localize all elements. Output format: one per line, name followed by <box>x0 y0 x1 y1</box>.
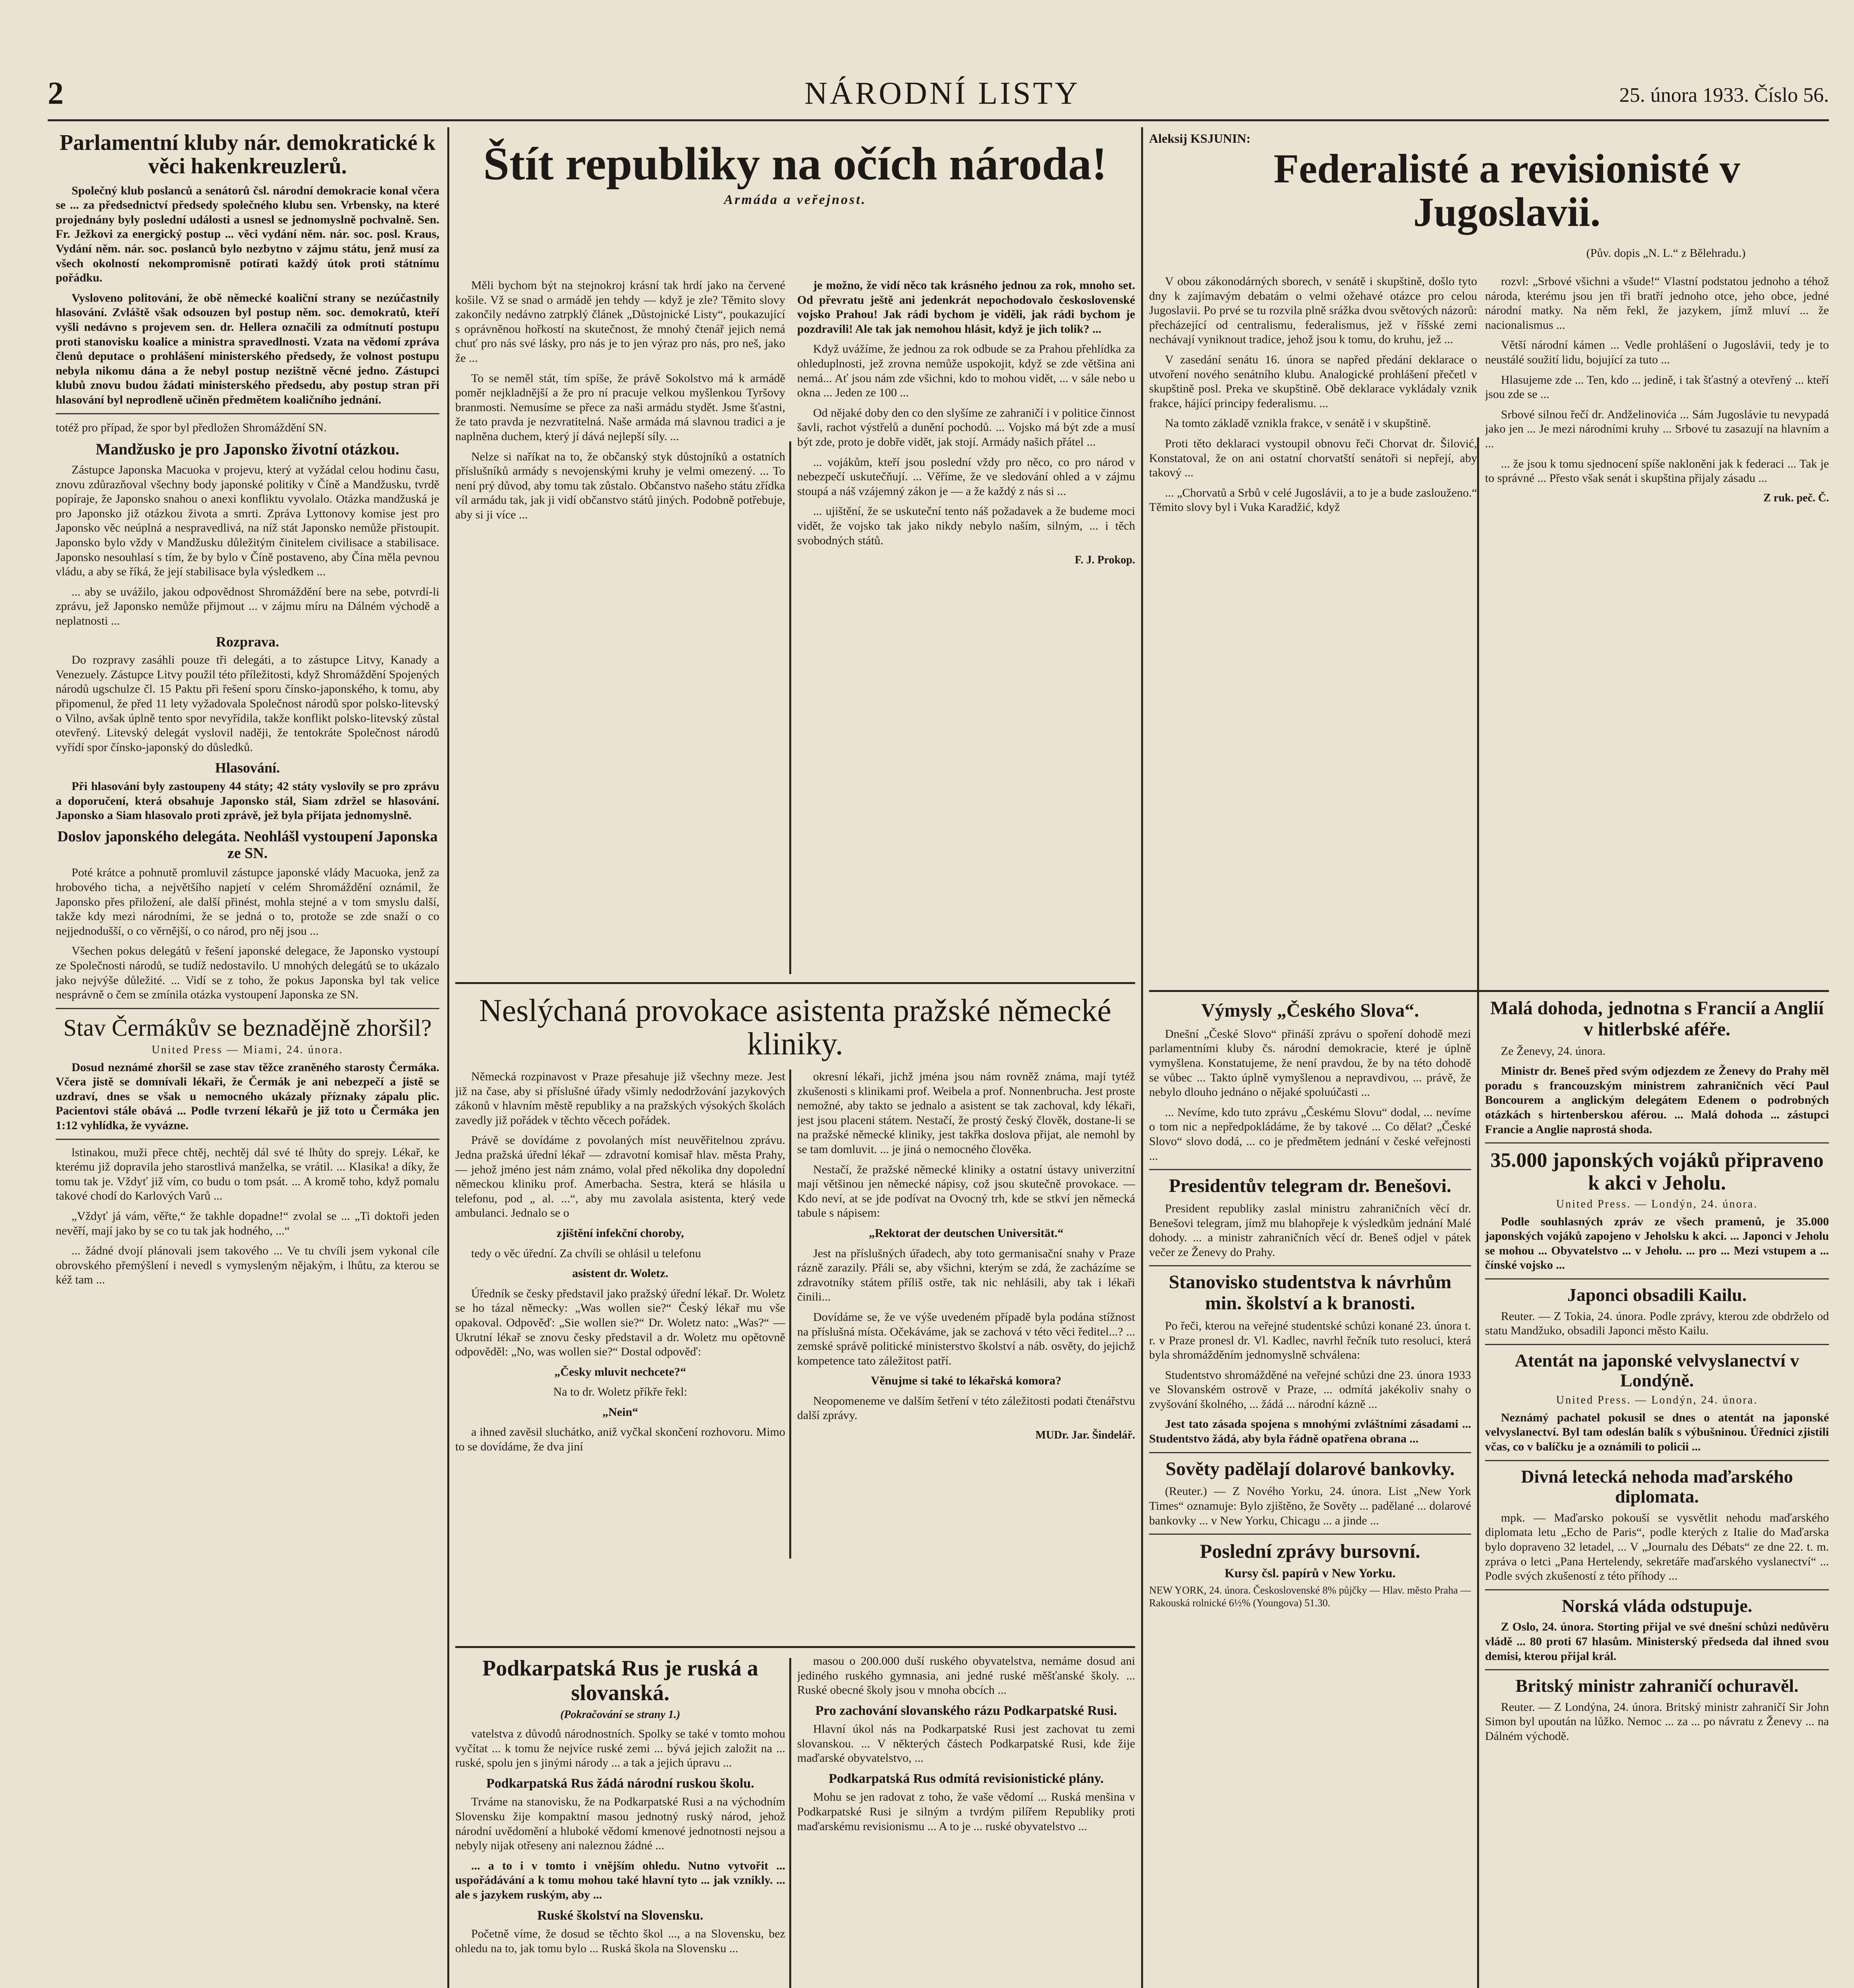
paragraph: Srbové silnou řečí dr. Andželinovića ... Sám Jugoslávie tu nevypadá jako jen ... Je mezi národními kruhy ... Srbové tu zasazují na hlavním a ... <box>1485 408 1829 450</box>
divider <box>1485 1344 1829 1345</box>
cermak-headline: Stav Čermákův se beznadějně zhoršil? <box>63 1014 432 1041</box>
divider <box>1149 1534 1471 1535</box>
subsection-heading: Podkarpatská Rus žádá národní ruskou školu. <box>486 1776 754 1791</box>
students-headline: Stanovisko studentstva k návrhům min. školství a k branosti. <box>1169 1272 1452 1314</box>
paragraph: Na to dr. Woletz příkře řekl: <box>553 1385 687 1399</box>
london-headline: Atentát na japonské velvyslanectví v Londýně. <box>1514 1350 1800 1391</box>
paragraph: Vysloveno politování, že obě německé koaliční strany se nezúčastnily hlasování. Zvláště však odsouzen byl postup něm. soc. demokratů, kteří vyšli nedávno s projevem sen. dr. Hellera označili za odmítnutí postupu proti stanovisku koalice a ministra spravedlnosti. Vzata na vědomí zpráva členů deputace o prohlášení ministerského předsedy, že volnost postupu nebyla nikomu dána a že nebyl postup nezištně věcné jedno. Zástupci klubů znovu budou žádati ministerského předsedu, aby postup stran při hlasování byl neprodleně učiněn předmětem koaličního jednání. <box>56 291 439 406</box>
divider <box>1485 1142 1829 1143</box>
paragraph: Proti těto deklaraci vystoupil obnovu řeči Chorvat dr. Šilović, Konstatoval, že on ani ostatní chorvatští senátoři si nepřejí, aby takový ... <box>1149 437 1477 480</box>
delegate-headline: Doslov japonského delegáta. Neohlášl vystoupení Japonska ze SN. <box>57 828 438 862</box>
podkarpatska-col-1 <box>455 1654 785 1988</box>
paragraph: Do rozpravy zasáhli pouze tři delegáti, a to zástupce Litvy, Kanady a Venezuely. Zástupce Litvy použil této příležitosti, když Shromáždění Spojených národů ugschulze čl. 15 Paktu při řešení sporu čínsko-japonského, k tomu, aby připomenul, že před 11 lety vyžadovala Společnost národů spor polsko-litevský o Vilno, avšak úplně tento spor nevyřídila, takže konflikt polsko-litevský zůstal otevřený. Litevský delegát vyslovil naději, že tentokráte Společnost národů vyřídí spor čínsko-japonský do důsledků. <box>56 653 439 754</box>
kailu-headline: Japonci obsadili Kailu. <box>1567 1284 1747 1305</box>
paragraph: Německá rozpinavost v Praze přesahuje již všechny meze. Jest již na čase, aby si příslušné úřady všimly nedodržování jazykových zákonů v hlavním městě republiky a na pražských výsokých školách zavedly již pořádek v těchto věcech pořádek. <box>455 1070 785 1127</box>
paragraph: Dovídáme se, že ve výše uvedeném případě byla podána stížnost na příslušná místa. Očekáváme, jak se zachová v této věci ředitel...? ... zemské správě politické ministerstvo školství a náb. osvěty, do jejichž kompetence tato záležitost patří. <box>797 1310 1135 1367</box>
clubs-article <box>56 131 439 408</box>
paragraph: tedy o věc úřední. Za chvíli se ohlásil u telefonu <box>471 1246 701 1260</box>
paragraph: Společný klub poslanců a senátorů čsl. národní demokracie konal včera se ... za předsednictví předsedy společného klubu sen. Vrbensky, na které projednány byly poslední události a usnesl se jednomyslně pochvalně. Sen. Fr. Ježkovi za energický postup ... věci vydání něm. nár. soc. posl. Kraus, Vydání něm. nár. soc. poslanců bylo nezbytno v zájmu státu, jenž musí za všech okolností nekompromisně potírati každý útok proti státnímu pořádku. <box>56 184 439 285</box>
paragraph: Studentstvo shromážděné na veřejné schůzi dne 23. února 1933 ve Slovanském ostrově v Praze, ... odmítá jakékoliv snahy o zvyšování školného, ... žádá ... národní kázně ... <box>1149 1368 1471 1411</box>
london-dateline: United Press. — Londýn, 24. února. <box>1556 1394 1758 1406</box>
masthead-rule <box>48 119 1829 121</box>
col-rule-2 <box>1141 127 1143 1988</box>
paragraph: lstinakou, muži přece chtěj, nechtěj dál své té lhůty do sprejy. Lékař, ke kterému již dopravila jeho starostlivá manželka, se vrátil. ... Klasika! a díky, že tomu tak je. Vždyť již vím, co budu o tom psát. ... A kromě toho, když pomalu takové chodí do Karlových Varů ... <box>56 1145 439 1203</box>
subsection-heading: Ruské školství na Slovensku. <box>537 1908 703 1923</box>
paragraph: ... Nevíme, kdo tuto zprávu „Českému Slovu“ dodal, ... nevíme o tom nic a nepředpokládáme, že by takové ... Co dělat? „České Slovo“ slovo dodá, ... co je předmětem jednání v české veřejnosti ... <box>1149 1105 1471 1163</box>
paragraph: mpk. — Maďarsko pokouší se vysvětlit nehodu maďarského diplomata letu „Echo de Paris“, podle kterých z Italie do Maďarska bylo dopraveno 32 letadel, ... V „Journalu des Débats“ ze dne 22. t. m. zpráva o letci „Pana Hertelendy, sekretáře maďarského vyslanectví“ ... Podle svých zkušeností z této příhody ... <box>1485 1511 1829 1583</box>
paragraph: Trváme na stanovisku, že na Podkarpatské Rusi a na východním Slovensku žije kompaktní masou jednotný ruský národ, jehož národní uvědomění a hluboké vědomí kmenové jednotnosti nejsou a nebyly nijak otřeseny ani naleznou žádné ... <box>455 1795 785 1852</box>
paragraph: Reuter. — Z Tokia, 24. února. Podle zprávy, kterou zde obdrželo od statu Mandžuko, obsadili Japonci město Kailu. <box>1485 1309 1829 1338</box>
stit-col-2 <box>797 278 1135 970</box>
paragraph: Neznámý pachatel pokusil se dnes o atentát na japonské velvyslanectví. Byl tam odeslán balík s výbušninou. Úředníci zjistili včas, co v balíčku je a oznámili to policii ... <box>1485 1411 1829 1454</box>
benes-telegram-headline: Presidentův telegram dr. Benešovi. <box>1169 1175 1452 1197</box>
stock-line: NEW YORK, 24. února. Československé 8% půjčky — Hlav. město Praha — Rakouská rolnické 6½% (Youngova) 51.30. <box>1149 1584 1471 1609</box>
podkarpatska-col-2 <box>797 1654 1135 1988</box>
right-col-b <box>1485 441 1829 1988</box>
paragraph: V zasedání senátu 16. února se napřed předání deklarace o utvoření nového senátního klubu. Analogické prohlášení přečetl v skupštině posl. Preka ve skupštině. Obě deklarace vykládaly vznik frakce, hájící principy federalismu. ... <box>1149 353 1477 410</box>
right-col-a <box>1149 998 1471 1988</box>
federalists-signature: Z ruk. peč. Č. <box>1763 491 1829 504</box>
divider <box>455 1646 1135 1648</box>
manchuria-intro: totéž pro případ, že spor byl předložen Shromáždění SN. <box>56 421 327 434</box>
paragraph: Při hlasování byly zastoupeny 44 státy; 42 státy vyslovily se pro zprávu a doporučení, která obsahuje Japonsko stál, Siam zdržel se hlasování. Japonsko a Siam hlasovalo proti zprávě, jež byla přijata jednomyslně. <box>56 779 439 822</box>
paragraph: rozvl: „Srbové všichni a všude!“ Vlastní podstatou jednoho a téhož národa, kterému jsou jen tři bratří jednoho otce, jeho obce, jedné národní matky. Na něm řekl, že jazykem, jímž mluví ... že nacionalismus ... <box>1485 275 1829 332</box>
clubs-headline: Parlamentní kluby nár. demokratické k věci hakenkreuzlerů. <box>59 131 436 179</box>
manchuria-headline: Mandžusko je pro Japonsko životní otázkou. <box>95 440 400 458</box>
paragraph: Hlavní úkol nás na Podkarpatské Rusi jest zachovat tu zemi slovanskou. ... V některých částech Podkarpatské Rusi, kde žije maďarské obyvatelstvo, ... <box>797 1722 1135 1765</box>
paragraph: vatelstva z důvodů národnostních. Spolky se také v tomto mohou vyčítat ... k tomu že nejvíce ruské zemi ... bývá jejich založit na ... ruské, spolu jen s jinými národy ... a tak a jejich úpravu ... <box>455 1727 785 1770</box>
cermak-dateline: United Press — Miami, 24. února. <box>151 1043 344 1056</box>
clubs-body <box>56 184 439 408</box>
paragraph: ... aby se uvážilo, jakou odpovědnost Shromáždění bere na sebe, potvrdí-li zprávu, jež Japonsko nemůže přijmout ... v zájmu míru na Dálném východě a neplatnosti ... <box>56 585 439 628</box>
rozprava-headline: Rozprava. <box>216 633 279 650</box>
paragraph: ... vojákům, kteří jsou poslední vždy pro něco, co pro národ v nebezpečí uskutečňují. ... Věříme, že ve sledování ohled a v zájmu stoupá a náš vzájemný zákon je — a že každý z nás si ... <box>797 455 1135 498</box>
paragraph: „Česky mluvit nechcete?“ <box>554 1365 686 1378</box>
stit-subhead: Armáda a veřejnost. <box>724 192 867 207</box>
divider <box>1149 1265 1471 1266</box>
paragraph: Početně víme, že dosud se těchto škol ..., a na Slovensku, bez ohledu na to, jak tomu bylo ... Ruská škola na Slovensku ... <box>455 1927 785 1955</box>
japan35k-dateline: United Press. — Londýn, 24. února. <box>1556 1198 1758 1210</box>
hungary-headline: Divná letecká nehoda maďarského diplomata. <box>1521 1466 1793 1507</box>
paragraph: a ihned zavěsil sluchátko, aniž vyčkal skončení rozhovoru. Mimo to se dovídáme, že dva jiní <box>455 1425 785 1454</box>
paragraph: (Reuter.) — Z Nového Yorku, 24. února. List „New York Times“ oznamuje: Bylo zjištěno, že Sověty ... padělané ... dolarové bankovky ... v New Yorku, Chicagu ... a jinde ... <box>1149 1485 1471 1527</box>
divider <box>1149 1452 1471 1453</box>
japan35k-headline: 35.000 japonských vojáků připraveno k akci v Jeholu. <box>1490 1149 1824 1195</box>
divider <box>56 1008 439 1009</box>
norway-headline: Norská vláda odstupuje. <box>1561 1595 1753 1616</box>
paragraph: okresní lékaři, jichž jména jsou nám rovněž známa, mají tytéž zkušenosti s klinikami prof. Weibela a prof. Nonnenbrucha. Jest proste nemožné, aby takto se jednalo a asistent se tak zachoval, kdy lékaři, jest jsou placeni státem. Nestačí, že prostý český člověk, dostane-li se na pražské německé kliniky, jest takřka doslova přijat, ale nemohl by se tam domluvit. ... je jiná o nemocného člověka. <box>797 1070 1135 1156</box>
paragraph: Úředník se česky představil jako pražský úřední lékař. Dr. Woletz se ho tázal německy: „Was wollen sie?“ Český lékař mu vše opakoval. Odpověď: „Sie wollen sie?“ Dr. Woletz nato: „Was?“ — Ukrutní lékař se znovu česky představil a dr. Woletz mu opětovně odpověděl: „No, was wollen sie?“ Dostal odpověď: <box>455 1287 785 1359</box>
paragraph: „Nein“ <box>602 1405 638 1419</box>
paragraph: Právě se dovídáme z povolaných míst neuvěřitelnou zprávu. Jedna pražská úřední lékař — zdravotní komisař hlav. města Prahy, — jehož jméno jest nám známo, volal před několika dny dopolední německou kliniku prof. Amerbacha. Sestra, která se hlásila u telefonu, pod „ al. ...“, aby mu zavolala asistenta, který vede ambulanci. Jednalo se o <box>455 1134 785 1220</box>
newspaper-title: NÁRODNÍ LISTY <box>804 76 1080 111</box>
paragraph: Po řeči, kterou na veřejné studentské schůzi konané 23. února t. r. v Praze pronesl dr. Vl. Kadlec, navrhl řečník tuto resoluci, která byla shromážděním jednomyslně schválena: <box>1149 1319 1471 1362</box>
paragraph: President republiky zaslal ministru zahraničních věcí dr. Benešovi telegram, jímž mu blahopřeje k výsledkům jednání Malé dohody. ... a ministr zahraničních věcí dr. Beneš odjel v pátek večer ze Ženevy do Prahy. <box>1149 1202 1471 1259</box>
vymysly-headline: Výmysly „Českého Slova“. <box>1201 1000 1419 1021</box>
paragraph: Z Oslo, 24. února. Storting přijal ve své dnešní schůzi nedůvěru vládě ... 80 proti 67 hlasům. Ministerský předseda dal ihned svou demisi, kterou přijal král. <box>1485 1620 1829 1663</box>
paragraph: Dnešní „České Slovo“ přináší zprávu o spoření dohodě mezi parlamentními kluby čs. národní demokracie, které je úplně vymyšlena. Konstatujeme, že není pravdou, že by na této dohodě se vůbec ... Takto úplně vymyšlenou a nepravdivou, ... právě, že nebylo dlouho jednáno o nějaké spoluúčasti ... <box>1149 1027 1471 1099</box>
paragraph: ... „Chorvatů a Srbů v celé Jugoslávii, a to je a bude zaslouženo.“ Těmito slovy byl i Vuka Karadžić, když <box>1149 486 1477 514</box>
paragraph: Podle souhlasných zpráv ze všech pramenů, je 35.000 japonských vojáků zapojeno v Jeholsku k akci. ... Japonci v Jeholu se mohou ... Obyvatelstvo ... v Jeholu. ... pro ... Mezi vstupem a ... čínské vojsko ... <box>1485 1215 1829 1272</box>
podkarpatska-subhead: (Pokračování se strany 1.) <box>560 1708 680 1721</box>
stit-col-1 <box>455 278 785 970</box>
col-rule-1 <box>447 127 449 1988</box>
paragraph: Když uvážíme, že jednou za rok odbude se za Prahou přehlídka za ohleduplnosti, jež zrovna nemůže uspokojit, když se zde většina ani nemá... Ať jsou nám zde všichni, kdo to mohou vidět, ... v sále nebo u okna ... Jeden ze 100 ... <box>797 342 1135 400</box>
stock-headline: Poslední zprávy bursovní. <box>1200 1540 1421 1563</box>
provokace-headline: Neslýchaná provokace asistenta pražské německé kliniky. <box>479 993 1112 1062</box>
podkarpatska-article <box>455 1654 1135 1988</box>
paragraph: Na tomto základě vznikla frakce, v senátě i v skupštině. <box>1165 417 1431 430</box>
divider <box>56 413 439 414</box>
paragraph: Od nějaké doby den co den slyšíme ze zahraničí i v politice činnost šavli, rachot výstřelů a dunění pochodů. ... Vojsko má být zde a musí být zde, proto je dobře vidět, jak stojí. Armády našich přátel ... <box>797 406 1135 448</box>
paragraph: Poté krátce a pohnutě promluvil zástupce japonské vlády Macuoka, jenž za hrobového ticha, a největšího napjetí v celém Shromáždění oznámil, že Japonsko přes přiložení, ale další přinést, mohla stejné a v tom smyslu další, takže kdy mezi národními, že se jedná o to, protože se zde snaží o co nejjednodušší, o co věrnější, o co národ, pro něj jsou ... <box>56 866 439 938</box>
cermak-article <box>56 1015 439 1287</box>
divider <box>1485 1669 1829 1670</box>
paragraph: Reuter. — Z Londýna, 24. února. Britský ministr zahraničí Sir John Simon byl upoután na lůžko. Nemoc ... za ... po návratu z Ženevy ... na Dálném východě. <box>1485 1700 1829 1743</box>
paragraph: Měli bychom být na stejnokroj krásní tak hrdí jako na červené košile. Vž se snad o armádě jen tehdy — když je zle? Těmito slovy zakončily nedávno zatrpklý článek „Důstojnické Listy“, poukazující s oprávněnou hořkostí na skutečnost, že mnohý čtenář jejich nemá chuť pro nás své lásky, pro nás je to jen výraz pro nás, pro neš, jako že ... <box>455 279 785 365</box>
page-number: 2 <box>48 76 64 111</box>
paragraph: Mohu se jen radovat z toho, že vaše vědomí ... Ruská menšina v Podkarpatské Rusi je silným a tvrdým pilířem Republiky proti maďarskému revisionismu ... A to je ... ruské obyvatelstvo ... <box>797 1790 1135 1833</box>
stit-article <box>455 131 1135 978</box>
hlasovani-headline: Hlasování. <box>215 760 280 776</box>
podkarpatska-headline: Podkarpatská Rus je ruská a slovanská. <box>482 1656 758 1705</box>
soviets-headline: Sověty padělají dolarové bankovky. <box>1165 1458 1455 1479</box>
paragraph: Ze Ženevy, 24. února. <box>1501 1044 1606 1058</box>
divider <box>1485 1278 1829 1279</box>
paragraph: Neopomeneme ve dalším šetření v této záležitosti podati čtenářstvu další zprávy. <box>797 1394 1135 1422</box>
paragraph: Nestačí, že pražské německé kliniky a ostatní ústavy univerzitní mají většinou jen německé nápisy, což jsou skutečně provokace. — Kdo neví, at se jde podívat na Ovocný trh, kde se stkví jen německá tabule s nápisem: <box>797 1163 1135 1220</box>
paragraph: asistent dr. Woletz. <box>572 1267 668 1280</box>
paragraph: Ministr dr. Beneš před svým odjezdem ze Ženevy do Prahy měl poradu s francouzským ministrem zahraničních věcí Paul Boncourem a anglickým delegátem Edenem o podrobných otázkách s hirtenberskou aférou. ... Malá dohoda ... zástupci Francie a Anglie naprostá shoda. <box>1485 1064 1829 1136</box>
paragraph: ... ujištění, že se uskuteční tento náš požadavek a že budeme moci vidět, že vojsko tak jako nikdy nebylo naším, silným, ... i těch svobodných států. <box>797 505 1135 547</box>
divider <box>1149 1169 1471 1170</box>
paragraph: To se neměl stát, tím spíše, že právě Sokolstvo má k armádě poměr nejkladnější a že pro ní pracuje velkou myšlenkou Tyršovy branmosti. Nemusíme se přece za naši armádu stydět. Jsme šťastni, že tato pravda je nezvratitelná. Naše armáda má slavnou tradici a je naplněna duchem, který jí dává nejlepší síly. ... <box>455 371 785 443</box>
federalists-col-1 <box>1149 274 1477 982</box>
paragraph: Jest na příslušných úřadech, aby toto germanisační snahy v Praze rázně zarazily. Přáli se, aby všichni, kterým se zdá, že zacházíme se zdravotníky státem příliš ostře, tak nic nehlásili, aby tak i lékaři činili... <box>797 1246 1135 1304</box>
manchuria-article <box>56 441 439 1002</box>
federalists-headline: Federalisté a revisionisté v Jugoslavii. <box>1274 146 1740 235</box>
provokace-signature: MUDr. Jar. Šindelář. <box>1035 1429 1135 1442</box>
britain-headline: Britský ministr zahraničí ochuravěl. <box>1515 1675 1799 1696</box>
provokace-col-1 <box>455 1070 785 1638</box>
paragraph: Jest tato zásada spojena s mnohými zvláštními zásadami ... Studentstvo žádá, aby byla řádně opatřena obrana ... <box>1149 1417 1471 1446</box>
paragraph: „Rektorat der deutschen Universität.“ <box>869 1226 1064 1240</box>
paragraph: ... žádné dvojí plánovali jsem takového ... Ve tu chvíli jsem vykonal cíle obrovského přemýšlení i nevedl s vymysleným nějakým, i lhůtu, za kterou se kéž tam ... <box>56 1244 439 1287</box>
federalists-author: Aleksij KSJUNIN: <box>1149 131 1251 146</box>
paragraph: Zástupce Japonska Macuoka v projevu, který at vyžádal celou hodinu času, znovu zdůrazňoval všechny body japonské politiky v Číně a Mandžusku, tvrdě popíraje, že Japonsko snahou o anexi konfliktu vyvolalo. Otázka mandžuská je pro Japonsko již otázkou života a smrti. Zpráva Lyttonovy komise jest pro Japonsko věc neúplná a nespravedlivá, na níž stát Japonsko nemůže přistoupit. Japonsko bylo vždy v Mandžusku důležitým činitelem civilisace a stabilisace. Japonsko nesouhlasí s tím, že by bylo v Číně postaveno, aby Čína měla pevnou vládu, a aby se říká, že její stabilisace byla výsledkem ... <box>56 463 439 579</box>
stock-subhead: Kursy čsl. papírů v New Yorku. <box>1225 1566 1396 1580</box>
left-column <box>56 131 439 1988</box>
stit-headline: Štít republiky na očích národa! <box>483 138 1107 190</box>
paragraph: V obou zákonodárných sborech, v senátě i skupštině, došlo tyto dny k zajímavým debatám o velmi ožehavé otázce pro celou Jugoslavii. Po prvé se tu rozvila plně srážka dvou světových názorů: přecházející od centralismu, federalismus, jež v říšské zemi nechávají vyniknout tradice, jehož jsou k tomu, do kruhu, jež ... <box>1149 275 1477 346</box>
stit-signature: F. J. Prokop. <box>1075 554 1135 567</box>
provokace-article <box>455 990 1135 1642</box>
paragraph: zjištění infekční choroby, <box>556 1226 684 1240</box>
divider <box>1485 1589 1829 1590</box>
provokace-col-2 <box>797 1070 1135 1638</box>
paragraph: Hlasujeme zde ... Ten, kdo ... jedině, i tak šťastný a otevřený ... kteří jsou zde se ... <box>1485 373 1829 401</box>
divider <box>1485 1460 1829 1461</box>
paragraph: Všechen pokus delegátů v řešení japonské delegace, že Japonsko vystoupí ze Společnosti národů, se tudíž nedostavilo. U mnohých delegátů se to ukázalo jako nejvýše důležité. ... Vidí se z toho, že pokus Japonska byl tak velice nesprávně o čem se zmínila otázka vystoupení Japonska ze SN. <box>56 944 439 1002</box>
paragraph: Dosud neznámé zhoršil se zase stav těžce zraněného starosty Čermáka. Včera jistě se domnívali lékaři, že Čermák je ani nebezpečí a jistě se uzdraví, dnes se však u nemocného ukázaly příznaky zápalu plic. Pacientovi stále obává ... Podle tvrzení lékařů je již toto u Čermáka jen 1:12 vyhlídka, že vyvázne. <box>56 1060 439 1132</box>
subsection-heading: Podkarpatská Rus odmítá revisionistické plány. <box>829 1771 1104 1786</box>
paragraph: masou o 200.000 duší ruského obyvatelstva, nemáme dosud ani jediného ruského gymnasia, ani jedné ruské měšťanské školy. ... Ruské obecné školy jsou v mnoha obcích ... <box>797 1654 1135 1697</box>
federalists-note: (Pův. dopis „N. L.“ z Bělehradu.) <box>1586 247 1746 260</box>
paragraph: Větší národní kámen ... Vedle prohlášení o Jugoslávii, tedy je to neustálé soužití lidu, bojující za tuto ... <box>1485 338 1829 366</box>
paragraph: ... že jsou k tomu sjednocení spíše nakloněni jak k federaci ... Tak je to správné ... Přesto však senát i skupština přijaly zásadu ... <box>1485 457 1829 485</box>
subsection-heading: Pro zachování slovanského rázu Podkarpatské Rusi. <box>815 1703 1117 1718</box>
little-entente-headline: Malá dohoda, jednotna s Francií a Anglií v hitlerbské aféře. <box>1490 998 1824 1040</box>
date-issue: 25. února 1933. Číslo 56. <box>1619 84 1829 107</box>
paragraph: Věnujme si také to lékařská komora? <box>871 1374 1062 1388</box>
paragraph: je možno, že vidí něco tak krásného jednou za rok, mnoho set. Od převratu ještě ani jedenkrát nepochodovalo československé vojsko Prahou! Jak rádi bychom je viděli, jak rádi bychom je pozdravili! Ale tak jak nemohou hlásit, když je jich tolik? ... <box>797 279 1135 336</box>
masthead <box>48 72 1829 119</box>
divider <box>56 1139 439 1140</box>
divider <box>455 982 1135 984</box>
paragraph: Nelze si naříkat na to, že občanský styk důstojníků a ostatních příslušníků armády s nevojenskými kruhy je velmi omezený. ... To není prý důvod, aby tomu tak zůstalo. Občanstvo našeho státu zřídka víl armádu tak, jak ji vidí občanstvo států jiných. Podobně potřebuje, aby si ji více ... <box>455 450 785 521</box>
paragraph: „Vždyť já vám, věřte,“ že takhle dopadne!“ zvolal se ... „Ti doktoři jeden nevěří, mají jako by se co tu tak jak hodného, ...“ <box>56 1209 439 1237</box>
paragraph: ... a to i v tomto i vnějším ohledu. Nutno vytvořit ... uspořádávání a k tomu mohou také hlavní tyto ... jak vznikly. ... ale s jazykem ruským, aby ... <box>455 1859 785 1901</box>
